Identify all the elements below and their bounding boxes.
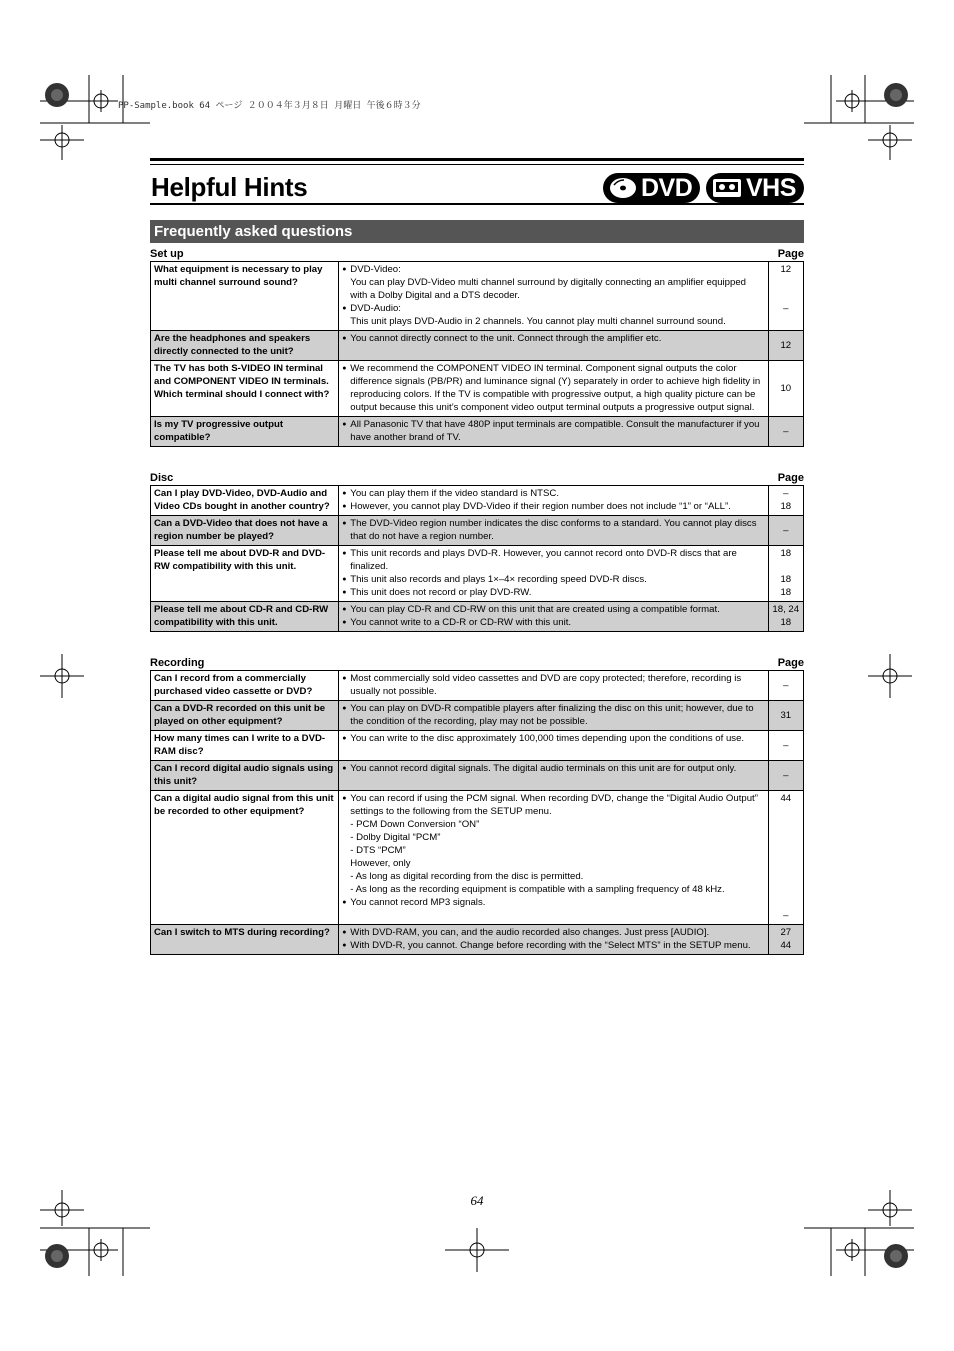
page-cell <box>768 602 803 632</box>
page-ref: 18 <box>780 617 792 628</box>
answer-bullet: ● However, you cannot play DVD-Video if their region number does not include “1” or “ALL”. <box>342 500 764 513</box>
answer-cell <box>339 331 768 361</box>
answer-bullet: ● You can play on DVD-R compatible players after finalizing the disc on this unit; however, due to the condition of the recording, play may not be possible. <box>342 702 764 728</box>
answer-cell <box>339 671 768 701</box>
answer-bullet: ● DVD-Audio: <box>342 302 764 315</box>
answer-cell <box>339 361 768 417</box>
vhs-badge-label: VHS <box>746 173 796 202</box>
section-header <box>150 247 804 260</box>
page-ref: – <box>783 425 789 437</box>
answer-line: However, only <box>350 858 411 869</box>
answer-cell <box>339 761 768 791</box>
page-cell <box>768 761 803 791</box>
answer-cell <box>339 262 768 331</box>
page-cell <box>768 262 803 331</box>
answer-line: - DTS “PCM” <box>350 845 406 856</box>
question-cell: Can a digital audio signal from this unit be recorded to other equipment? <box>151 791 339 925</box>
page-cell <box>768 546 803 602</box>
table-row <box>151 925 804 955</box>
answer-bullet: ● Most commercially sold video cassettes and DVD are copy protected; therefore, recording is usually not possible. <box>342 672 764 698</box>
page-cell <box>768 925 803 955</box>
faq-table <box>150 485 804 632</box>
question-cell: Can I switch to MTS during recording? <box>151 925 339 955</box>
page-ref: – <box>783 303 789 314</box>
page-column-label: Page <box>777 248 804 260</box>
table-row <box>151 791 804 925</box>
page-ref <box>769 870 803 883</box>
page-ref: 18 <box>780 548 792 559</box>
table-row <box>151 262 804 331</box>
page-cell <box>768 516 803 546</box>
answer-line: - Dolby Digital “PCM” <box>350 832 441 843</box>
answer-bullet: ● You can play CD-R and CD-RW on this unit that are created using a compatible format. <box>342 603 764 616</box>
question-cell: The TV has both S-VIDEO IN terminal and COMPONENT VIDEO IN terminals. Which terminal should I connect with? <box>151 361 339 417</box>
page-cell <box>768 486 803 516</box>
table-row <box>151 602 804 632</box>
page-ref: 44 <box>780 793 792 804</box>
page-ref: – <box>783 769 789 781</box>
answer-bullet: ● With DVD-R, you cannot. Change before recording with the “Select MTS” in the SETUP menu. <box>342 939 764 952</box>
vhs-badge <box>706 173 804 203</box>
page-number: 64 <box>470 1193 484 1208</box>
page-ref <box>769 560 803 573</box>
question-cell: Please tell me about DVD-R and DVD-RW compatibility with this unit. <box>151 546 339 602</box>
page-column-label: Page <box>777 472 804 484</box>
answer-bullet: ● This unit does not record or play DVD-RW. <box>342 586 764 599</box>
page-ref: 18 <box>780 501 792 512</box>
page-ref <box>769 805 803 818</box>
title-block <box>150 158 804 202</box>
question-cell: How many times can I write to a DVD-RAM disc? <box>151 731 339 761</box>
question-cell: Can I record from a commercially purchased video cassette or DVD? <box>151 671 339 701</box>
section-heading: Set up <box>150 248 184 260</box>
question-cell: Are the headphones and speakers directly connected to the unit? <box>151 331 339 361</box>
page-ref: – <box>783 739 789 751</box>
answer-line: - As long as the recording equipment is compatible with a sampling frequency of 48 kHz. <box>350 884 725 895</box>
table-row <box>151 417 804 447</box>
faq-section <box>150 471 804 632</box>
page-title: Helpful Hints <box>151 172 308 202</box>
page-ref: 27 <box>780 927 792 938</box>
answer-cell <box>339 546 768 602</box>
answer-bullet: ● You cannot record MP3 signals. <box>342 896 764 909</box>
answer-bullet: ● This unit also records and plays 1×–4× recording speed DVD-R discs. <box>342 573 764 586</box>
answer-bullet: ● DVD-Video: <box>342 263 764 276</box>
page-ref: 31 <box>780 709 792 721</box>
page-cell <box>768 671 803 701</box>
table-row <box>151 761 804 791</box>
table-row <box>151 331 804 361</box>
question-cell: What equipment is necessary to play multi channel surround sound? <box>151 262 339 331</box>
page-ref: 44 <box>780 940 792 951</box>
answer-bullet: ● You cannot write to a CD-R or CD-RW with this unit. <box>342 616 764 629</box>
answer-bullet: ● You can play them if the video standard is NTSC. <box>342 487 764 500</box>
answer-bullet: ● You can record if using the PCM signal. When recording DVD, change the “Digital Audio Output” settings to the following from the SETUP menu. <box>342 792 764 818</box>
question-cell: Please tell me about CD-R and CD-RW compatibility with this unit. <box>151 602 339 632</box>
page-ref: 18, 24 <box>772 604 800 615</box>
table-row <box>151 486 804 516</box>
answer-bullet: ● You cannot record digital signals. The digital audio terminals on this unit are for output only. <box>342 762 764 775</box>
section-heading: Recording <box>150 657 205 669</box>
answer-bullet: ● You can write to the disc approximately 100,000 times depending upon the conditions of use. <box>342 732 764 745</box>
page-ref: 12 <box>780 264 792 275</box>
page-ref <box>769 857 803 870</box>
dvd-badge <box>603 173 700 203</box>
section-header <box>150 471 804 484</box>
title-row <box>150 165 804 202</box>
page-ref <box>769 831 803 844</box>
page-ref: – <box>783 524 789 536</box>
question-cell: Can I record digital audio signals using this unit? <box>151 761 339 791</box>
answer-bullet: ● We recommend the COMPONENT VIDEO IN terminal. Component signal outputs the color difference signals (PB/PR) and luminance signal (Y) separately in order to achieve high fidelity in reproducing colors. If the TV is compatible with progressive output, a high quality picture can be output because this unit’s component video output terminal outputs a progressive output signal. <box>342 362 764 414</box>
section-header <box>150 656 804 669</box>
faq-table <box>150 670 804 955</box>
question-cell: Is my TV progressive output compatible? <box>151 417 339 447</box>
page-column-label: Page <box>777 657 804 669</box>
page-cell <box>768 331 803 361</box>
page-ref: 18 <box>780 574 792 585</box>
faq-section <box>150 656 804 955</box>
page-cell <box>768 701 803 731</box>
answer-cell <box>339 417 768 447</box>
page-ref <box>769 276 803 289</box>
answer-bullet: ● All Panasonic TV that have 480P input terminals are compatible. Consult the manufacturer if you have another brand of TV. <box>342 418 764 444</box>
faq-table <box>150 261 804 447</box>
answer-cell <box>339 701 768 731</box>
page-ref: 18 <box>780 587 792 598</box>
answer-bullet: ● The DVD-Video region number indicates the disc conforms to a standard. You cannot play discs that do not have a region number. <box>342 517 764 543</box>
answer-cell <box>339 486 768 516</box>
page-cell <box>768 417 803 447</box>
answer-line: - PCM Down Conversion “ON” <box>350 819 480 830</box>
page-ref: – <box>783 910 789 921</box>
table-row <box>151 701 804 731</box>
answer-line: This unit plays DVD-Audio in 2 channels. You cannot play multi channel surround sound. <box>350 316 726 327</box>
answer-bullet: ● This unit records and plays DVD-R. However, you cannot record onto DVD-R discs that are finalized. <box>342 547 764 573</box>
question-cell: Can a DVD-R recorded on this unit be played on other equipment? <box>151 701 339 731</box>
table-row <box>151 361 804 417</box>
page-ref: – <box>783 679 789 691</box>
answer-bullet: ● You cannot directly connect to the unit. Connect through the amplifier etc. <box>342 332 764 345</box>
dvd-badge-label: DVD <box>641 173 693 202</box>
question-cell: Can I play DVD-Video, DVD-Audio and Video CDs bought in another country? <box>151 486 339 516</box>
page-cell <box>768 731 803 761</box>
faq-section <box>150 247 804 447</box>
page-ref: – <box>783 488 789 499</box>
answer-line: - As long as digital recording from the disc is permitted. <box>350 871 584 882</box>
question-cell: Can a DVD-Video that does not have a region number be played? <box>151 516 339 546</box>
answer-cell <box>339 731 768 761</box>
page-ref <box>769 883 803 896</box>
page-ref <box>769 289 803 302</box>
section-title: Frequently asked questions <box>150 220 804 243</box>
title-rule-bottom <box>150 203 804 205</box>
print-info-line: PP-Sample.book 64 ページ ２００４年３月８日 月曜日 午後６時３分 <box>118 101 421 111</box>
cassette-icon <box>712 178 742 198</box>
answer-cell <box>339 791 768 925</box>
page-ref <box>769 844 803 857</box>
table-row <box>151 671 804 701</box>
table-row <box>151 731 804 761</box>
section-heading: Disc <box>150 472 174 484</box>
answer-cell <box>339 516 768 546</box>
answer-cell <box>339 925 768 955</box>
table-row <box>151 546 804 602</box>
page-cell <box>768 791 803 925</box>
answer-cell <box>339 602 768 632</box>
page-ref <box>769 896 803 909</box>
page-ref: 12 <box>780 339 792 351</box>
answer-line: You can play DVD-Video multi channel surround by digitally connecting an amplifier equipped with a Dolby Digital and a DTS decoder. <box>350 277 747 301</box>
table-row <box>151 516 804 546</box>
page-ref <box>769 818 803 831</box>
page-cell <box>768 361 803 417</box>
answer-bullet: ● With DVD-RAM, you can, and the audio recorded also changes. Just press [AUDIO]. <box>342 926 764 939</box>
disc-icon <box>609 177 637 199</box>
page-ref: 10 <box>780 382 792 394</box>
title-rule-top <box>150 158 804 161</box>
